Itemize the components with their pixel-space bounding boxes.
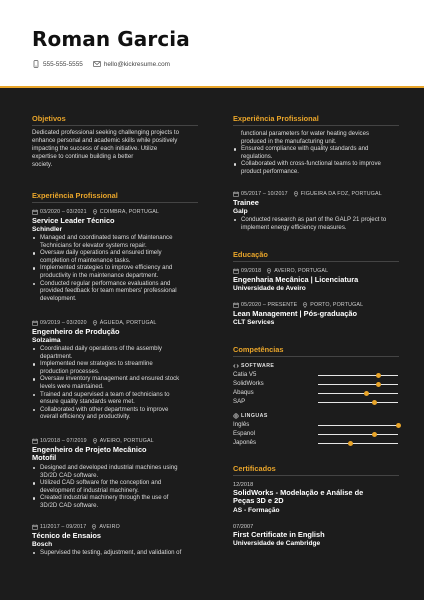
certificate-title: First Certificate in English (233, 530, 325, 539)
skill-level-knob (376, 373, 381, 378)
calendar-icon (233, 302, 239, 308)
calendar-icon (233, 191, 239, 197)
skill-name: Inglês (233, 421, 250, 428)
education-degree: Lean Management | Pós-graduação (233, 309, 358, 318)
section-divider (32, 125, 198, 126)
education-meta (233, 302, 363, 308)
objectives-line: impacting the success of each initiative. Utilize (32, 145, 158, 153)
location-pin-icon (92, 320, 98, 326)
objectives-text (32, 129, 204, 169)
job-location: ÁGUEDA, PORTUGAL (99, 320, 157, 326)
email-text: hello@kickresume.com (103, 60, 170, 68)
location-pin-icon (91, 524, 97, 530)
skill-level-knob (348, 441, 353, 446)
continued-bullets (233, 130, 405, 176)
section-divider (233, 356, 399, 357)
objectives-line: society. (32, 161, 53, 169)
skill-name: SAP (233, 398, 246, 405)
location-pin-icon (266, 268, 272, 274)
location-pin-icon (293, 191, 299, 197)
section-divider (233, 475, 399, 476)
skill-level-knob (372, 432, 377, 437)
objectives-line: enhance personal and academic skills while positively (32, 137, 178, 145)
job-bullet-continued: functional parameters for water heating devices produced in the manufacturing unit. (241, 130, 370, 145)
phone-text: 555-555-5555 (43, 60, 83, 68)
email-contact (93, 60, 170, 68)
education-degree: Engenharia Mecânica | Licenciatura (233, 275, 359, 284)
job-bullet: Created industrial machinery through the use of 3D/2D CAD software. (32, 494, 210, 509)
job-company: Galp (233, 208, 248, 215)
skill-name: Catia V5 (233, 371, 257, 378)
skill-level-track (318, 425, 398, 426)
job-bullets (233, 216, 405, 231)
job-meta (32, 524, 120, 530)
skill-level-knob (364, 391, 369, 396)
section-divider (233, 261, 399, 262)
job-location: AVEIRO, PORTUGAL (99, 438, 154, 444)
job-location: AVEIRO (99, 524, 120, 530)
section-divider (32, 202, 198, 203)
job-bullet: Implemented strategies to improve efficiency and productivity in the maintenance department. (32, 264, 210, 279)
calendar-icon (32, 438, 38, 444)
skill-level-track (318, 434, 398, 435)
job-bullets (32, 549, 210, 557)
education-dates: 05/2020 – PRESENTE (241, 302, 298, 308)
resume-header (0, 0, 424, 86)
experience-title-right: Experiência Profissional (233, 114, 319, 123)
job-bullet: Trained and supervised a team of technicians to ensure quality standards were met. (32, 391, 210, 406)
job-bullet: Collaborated with cross-functional teams to improve product performance. (233, 160, 405, 175)
calendar-icon (233, 268, 239, 274)
objectives-line: Dedicated professional seeking challenging projects to (32, 129, 180, 136)
location-pin-icon (302, 302, 308, 308)
location-pin-icon (92, 438, 98, 444)
skill-name: Espanol (233, 430, 256, 437)
phone-contact (32, 60, 83, 68)
skill-level-knob (396, 423, 401, 428)
calendar-icon (32, 524, 38, 530)
mail-icon (93, 60, 101, 68)
job-title: Engenheiro de Projeto Mecânico Motofil (32, 445, 147, 463)
job-dates: 11/2017 – 09/2017 (40, 524, 87, 530)
job-bullet: Ensured compliance with quality standards and regulations. (233, 145, 405, 160)
job-bullet: Managed and coordinated teams of Maintenance Technicians for elevator systems repair. (32, 234, 210, 249)
job-bullet: Collaborated with other departments to improve overall efficiency and productivity. (32, 406, 210, 421)
software-subheading (233, 363, 274, 369)
code-icon (233, 363, 239, 369)
education-location: PORTO, PORTUGAL (310, 302, 364, 308)
skill-name: SolidWorks (233, 380, 264, 387)
education-dates: 09/2018 (241, 268, 262, 274)
job-bullets (32, 464, 210, 510)
job-meta (32, 209, 159, 215)
job-bullets (32, 234, 210, 302)
job-bullet: Oversaw daily operations and ensured timely completion of maintenance tasks. (32, 249, 210, 264)
skills-title: Competências (233, 345, 284, 354)
software-label: SOFTWARE (241, 363, 275, 369)
phone-icon (32, 60, 40, 68)
job-title: Service Leader Técnico (32, 216, 115, 225)
certificate-issuer: AS - Formação (233, 507, 280, 514)
certificate-title: SolidWorks - Modelação e Análise de Peças 3D e 2D (233, 488, 364, 506)
job-meta (233, 191, 382, 197)
skill-name: Japonês (233, 439, 257, 446)
job-bullet: Implemented new strategies to streamline production processes. (32, 360, 210, 375)
job-dates: 09/2019 – 03/2020 (40, 320, 87, 326)
contact-row (32, 60, 180, 68)
languages-subheading (233, 413, 268, 419)
job-location: COIMBRA, PORTUGAL (99, 209, 159, 215)
skill-level-track (318, 375, 398, 376)
job-bullet: Conducted regular performance evaluations and provided feedback for team members' professional development. (32, 280, 210, 303)
languages-label: LINGUAS (241, 413, 268, 419)
skill-level-track (318, 393, 398, 394)
education-location: AVEIRO, PORTUGAL (274, 268, 329, 274)
skill-name: Abaqus (233, 389, 254, 396)
job-meta (32, 438, 154, 444)
job-company: Solzaima (32, 337, 61, 344)
job-bullet: Supervised the testing, adjustment, and validation of (32, 549, 210, 557)
education-school: Universidade de Aveiro (233, 285, 306, 292)
job-dates: 05/2017 – 10/2017 (241, 191, 288, 197)
job-meta (32, 320, 157, 326)
experience-title-left: Experiência Profissional (32, 191, 118, 200)
globe-icon (233, 413, 239, 419)
skill-level-knob (376, 382, 381, 387)
job-company: Bosch (32, 541, 53, 548)
certificate-date: 12/2018 (233, 482, 254, 488)
certificate-date: 07/2007 (233, 524, 254, 530)
objectives-line: expertise to continue building a better (32, 153, 134, 161)
skill-level-track (318, 384, 398, 385)
job-location: FIGUEIRA DA FOZ, PORTUGAL (300, 191, 382, 197)
job-title: Técnico de Ensaios (32, 531, 102, 540)
job-bullet: Conducted research as part of the GALP 21 project to implement energy efficiency measures. (233, 216, 405, 231)
skill-level-track (318, 443, 398, 444)
skill-level-knob (372, 400, 377, 405)
calendar-icon (32, 320, 38, 326)
job-title: Trainee (233, 198, 259, 207)
education-meta (233, 268, 328, 274)
certificates-title: Certificados (233, 464, 276, 473)
job-bullet: Designed and developed industrial machines using 3D/2D CAD software. (32, 464, 210, 479)
location-pin-icon (92, 209, 98, 215)
education-title: Educação (233, 250, 268, 259)
job-dates: 10/2018 – 07/2019 (40, 438, 87, 444)
section-divider (233, 125, 399, 126)
job-dates: 03/2020 – 03/2021 (40, 209, 87, 215)
job-bullet: Coordinated daily operations of the assembly department. (32, 345, 210, 360)
calendar-icon (32, 209, 38, 215)
resume-body (0, 88, 424, 600)
job-company: Schindler (32, 226, 63, 233)
job-title: Engenheiro de Produção (32, 327, 120, 336)
job-bullet: Oversaw inventory management and ensured stock levels were maintained. (32, 375, 210, 390)
job-bullets (32, 345, 210, 421)
job-bullet: Utilized CAD software for the conception and development of industrial machinery. (32, 479, 210, 494)
candidate-name: Roman Garcia (32, 27, 190, 51)
objectives-title: Objetivos (32, 114, 66, 123)
certificate-issuer: Universidade de Cambridge (233, 540, 321, 547)
skill-level-track (318, 402, 398, 403)
education-school: CLT Services (233, 319, 275, 326)
